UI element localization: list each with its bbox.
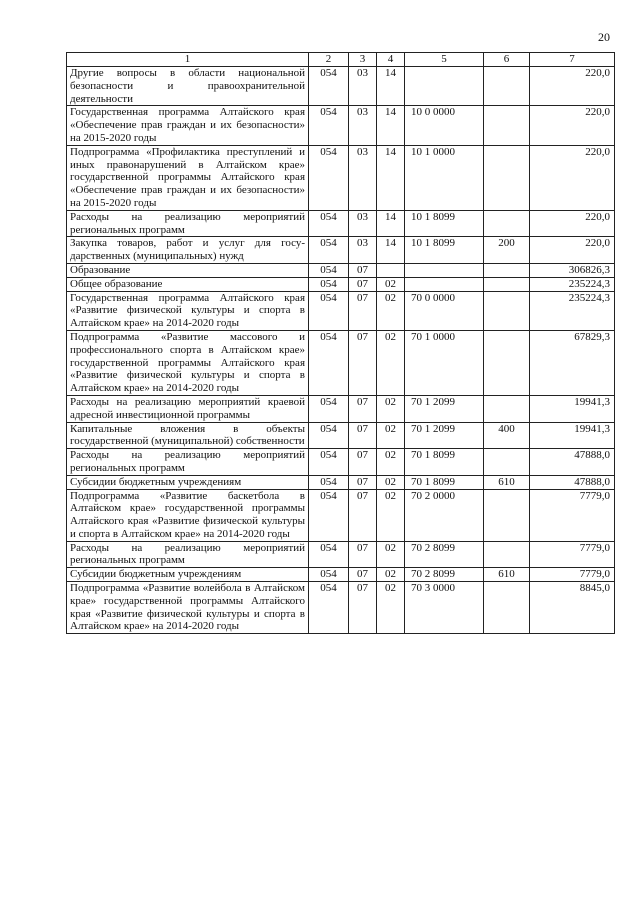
subsection-code-cell: 14: [377, 210, 405, 237]
table-row: [67, 475, 615, 489]
section-code-cell: 07: [349, 582, 377, 634]
table-row: [67, 237, 615, 264]
table-row: [67, 582, 615, 634]
expense-name-cell: Подпрограмма «Развитие баскетбола в Алтайском крае» государственной программы Алтайского края «Развитие физической культуры и спорта в Алтайском крае» на 2014-2020 годы: [67, 489, 309, 541]
expense-type-code-cell: 610: [484, 568, 530, 582]
expense-name-cell: Субсидии бюджетным учреждениям: [67, 475, 309, 489]
section-code-cell: 07: [349, 489, 377, 541]
table-row: [67, 67, 615, 106]
expense-name-cell: Государственная программа Алтайского края «Развитие физической культуры и спорта в Алтайском крае» на 2014-2020 годы: [67, 291, 309, 330]
subsection-code-cell: [377, 263, 405, 277]
agency-code-cell: 054: [309, 237, 349, 264]
col-header-1: 1: [67, 53, 309, 67]
expense-name-cell: Подпрограмма «Профилактика преступлений и иных правонарушений в Алтайском крае» государственной программы Алтайского края «Обеспечение прав граждан и их безопасности» на 2015-2020 годы: [67, 145, 309, 210]
subsection-code-cell: 14: [377, 106, 405, 145]
table-row: [67, 210, 615, 237]
subsection-code-cell: 02: [377, 291, 405, 330]
amount-cell: 220,0: [530, 145, 615, 210]
amount-cell: 47888,0: [530, 475, 615, 489]
section-code-cell: 03: [349, 67, 377, 106]
expense-type-code-cell: [484, 449, 530, 476]
section-code-cell: 03: [349, 237, 377, 264]
expense-name-cell: Образование: [67, 263, 309, 277]
expense-name-cell: Государственная программа Алтайского края «Обеспечение прав граждан и их безопасности» на 2015-2020 годы: [67, 106, 309, 145]
section-code-cell: 07: [349, 395, 377, 422]
section-code-cell: 07: [349, 422, 377, 449]
amount-cell: 19941,3: [530, 395, 615, 422]
agency-code-cell: 054: [309, 475, 349, 489]
expense-name-cell: Расходы на реализацию мероприятий региональных программ: [67, 541, 309, 568]
target-article-code-cell: [405, 67, 484, 106]
amount-cell: 7779,0: [530, 541, 615, 568]
section-code-cell: 03: [349, 145, 377, 210]
section-code-cell: 07: [349, 277, 377, 291]
target-article-code-cell: [405, 263, 484, 277]
agency-code-cell: 054: [309, 489, 349, 541]
amount-cell: 220,0: [530, 67, 615, 106]
expense-type-code-cell: [484, 106, 530, 145]
expense-name-cell: Другие вопросы в области национальной безопасности и правоохранительной деятельности: [67, 67, 309, 106]
amount-cell: 220,0: [530, 237, 615, 264]
expense-type-code-cell: [484, 277, 530, 291]
target-article-code-cell: 10 1 0000: [405, 145, 484, 210]
table-row: [67, 395, 615, 422]
agency-code-cell: 054: [309, 395, 349, 422]
table-row: [67, 541, 615, 568]
agency-code-cell: 054: [309, 210, 349, 237]
amount-cell: 7779,0: [530, 568, 615, 582]
expense-name-cell: Субсидии бюджетным учреждениям: [67, 568, 309, 582]
table-row: [67, 422, 615, 449]
expense-type-code-cell: [484, 582, 530, 634]
expense-name-cell: Общее образование: [67, 277, 309, 291]
target-article-code-cell: [405, 277, 484, 291]
col-header-3: 3: [349, 53, 377, 67]
agency-code-cell: 054: [309, 263, 349, 277]
expense-type-code-cell: [484, 67, 530, 106]
subsection-code-cell: 02: [377, 395, 405, 422]
table-row: [67, 291, 615, 330]
subsection-code-cell: 02: [377, 449, 405, 476]
table-row: [67, 145, 615, 210]
expense-name-cell: Расходы на реализацию мероприятий региональных программ: [67, 449, 309, 476]
agency-code-cell: 054: [309, 277, 349, 291]
amount-cell: 19941,3: [530, 422, 615, 449]
section-code-cell: 07: [349, 263, 377, 277]
table-row: [67, 489, 615, 541]
amount-cell: 67829,3: [530, 330, 615, 395]
amount-cell: 306826,3: [530, 263, 615, 277]
subsection-code-cell: 14: [377, 145, 405, 210]
target-article-code-cell: 70 3 0000: [405, 582, 484, 634]
section-code-cell: 07: [349, 449, 377, 476]
target-article-code-cell: 70 1 2099: [405, 395, 484, 422]
target-article-code-cell: 70 1 0000: [405, 330, 484, 395]
target-article-code-cell: 10 1 8099: [405, 210, 484, 237]
amount-cell: 8845,0: [530, 582, 615, 634]
section-code-cell: 07: [349, 330, 377, 395]
target-article-code-cell: 70 1 8099: [405, 475, 484, 489]
target-article-code-cell: 70 2 8099: [405, 541, 484, 568]
target-article-code-cell: 70 1 8099: [405, 449, 484, 476]
subsection-code-cell: 14: [377, 67, 405, 106]
expense-name-cell: Капитальные вложения в объекты государственной (муниципальной) собственности: [67, 422, 309, 449]
section-code-cell: 07: [349, 291, 377, 330]
expense-type-code-cell: [484, 263, 530, 277]
section-code-cell: 03: [349, 210, 377, 237]
amount-cell: 220,0: [530, 106, 615, 145]
subsection-code-cell: 14: [377, 237, 405, 264]
target-article-code-cell: 10 1 8099: [405, 237, 484, 264]
target-article-code-cell: 70 2 8099: [405, 568, 484, 582]
expense-type-code-cell: [484, 489, 530, 541]
section-code-cell: 07: [349, 475, 377, 489]
amount-cell: 7779,0: [530, 489, 615, 541]
expense-type-code-cell: [484, 330, 530, 395]
subsection-code-cell: 02: [377, 422, 405, 449]
amount-cell: 235224,3: [530, 291, 615, 330]
page-number: 20: [598, 30, 610, 44]
col-header-4: 4: [377, 53, 405, 67]
agency-code-cell: 054: [309, 106, 349, 145]
subsection-code-cell: 02: [377, 582, 405, 634]
subsection-code-cell: 02: [377, 489, 405, 541]
subsection-code-cell: 02: [377, 568, 405, 582]
subsection-code-cell: 02: [377, 330, 405, 395]
budget-table: [66, 52, 615, 634]
table-row: [67, 106, 615, 145]
agency-code-cell: 054: [309, 568, 349, 582]
expense-type-code-cell: [484, 210, 530, 237]
expense-name-cell: Закупка товаров, работ и услуг для государственных (муниципальных) нужд: [67, 237, 309, 264]
subsection-code-cell: 02: [377, 475, 405, 489]
expense-name-cell: Расходы на реализацию мероприятий региональных программ: [67, 210, 309, 237]
agency-code-cell: 054: [309, 291, 349, 330]
col-header-6: 6: [484, 53, 530, 67]
amount-cell: 220,0: [530, 210, 615, 237]
table-row: [67, 449, 615, 476]
col-header-2: 2: [309, 53, 349, 67]
agency-code-cell: 054: [309, 582, 349, 634]
target-article-code-cell: 10 0 0000: [405, 106, 484, 145]
table-row: [67, 277, 615, 291]
expense-type-code-cell: [484, 145, 530, 210]
agency-code-cell: 054: [309, 422, 349, 449]
col-header-7: 7: [530, 53, 615, 67]
expense-name-cell: Расходы на реализацию мероприятий краевой адресной инвестиционной программы: [67, 395, 309, 422]
subsection-code-cell: 02: [377, 277, 405, 291]
expense-name-cell: Подпрограмма «Развитие волейбола в Алтайском крае» государственной программы Алтайского края «Развитие физической культуры и спорта в Алтайском крае» на 2014-2020 годы: [67, 582, 309, 634]
section-code-cell: 03: [349, 106, 377, 145]
table-row: [67, 263, 615, 277]
target-article-code-cell: 70 1 2099: [405, 422, 484, 449]
target-article-code-cell: 70 2 0000: [405, 489, 484, 541]
expense-type-code-cell: 200: [484, 237, 530, 264]
expense-type-code-cell: 610: [484, 475, 530, 489]
col-header-5: 5: [405, 53, 484, 67]
agency-code-cell: 054: [309, 541, 349, 568]
agency-code-cell: 054: [309, 145, 349, 210]
section-code-cell: 07: [349, 568, 377, 582]
expense-name-cell: Подпрограмма «Развитие массового и профессионального спорта в Алтайском крае» государственной программы Алтайского края «Развитие физической культуры и спорта в Алтайском крае» на 2014-2020 годы: [67, 330, 309, 395]
agency-code-cell: 054: [309, 67, 349, 106]
amount-cell: 235224,3: [530, 277, 615, 291]
header-row: [67, 53, 615, 67]
expense-type-code-cell: 400: [484, 422, 530, 449]
expense-type-code-cell: [484, 291, 530, 330]
amount-cell: 47888,0: [530, 449, 615, 476]
table-row: [67, 568, 615, 582]
agency-code-cell: 054: [309, 449, 349, 476]
table-row: [67, 330, 615, 395]
section-code-cell: 07: [349, 541, 377, 568]
expense-type-code-cell: [484, 395, 530, 422]
expense-type-code-cell: [484, 541, 530, 568]
subsection-code-cell: 02: [377, 541, 405, 568]
target-article-code-cell: 70 0 0000: [405, 291, 484, 330]
agency-code-cell: 054: [309, 330, 349, 395]
